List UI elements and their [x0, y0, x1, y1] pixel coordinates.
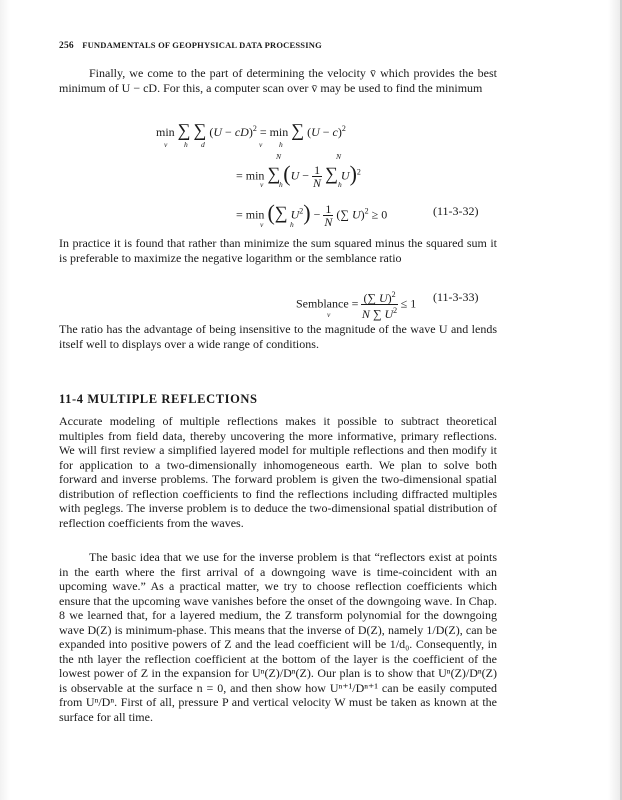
- equation-line-3: = min (∑ $U^2$) − $\frac{1}{N}$ (∑ U)$^2$ ≥ 0: [236, 200, 388, 229]
- subscript-h: h: [338, 180, 342, 189]
- paragraph-semblance-intro: In practice it is found that rather than minimize the sum squared minus the squared sum it is preferable to maximize the negative logarithm or the semblance ratio: [59, 236, 497, 265]
- running-title: FUNDAMENTALS OF GEOPHYSICAL DATA PROCESSING: [82, 40, 322, 50]
- equation-number: (11-3-32): [433, 204, 479, 218]
- paragraph-velocity-scan: Finally, we come to the part of determining the velocity v̄ which provides the best minimum of U − cD. For this, a computer scan over v̄ may be used to find the minimum: [59, 66, 497, 95]
- section-heading: 11-4 MULTIPLE REFLECTIONS: [59, 392, 258, 406]
- paragraph-inverse-problem: The basic idea that we use for the inverse problem is that “reflectors exist at points in the earth where the first arrival of a downgoing wave is time-coincident with an upcoming wave.” As a practical matter, we try to choose reflection coefficients which ensure that the upcoming wave vanishes before the onset of the downgoing wave. In Chap. 8 we learned that, for a layered medium, the Z transform polynomial for the downgoing wave D(Z) is minimum-phase. This means that the inverse of D(Z), namely 1/D(Z), can be expanded into positive powers of Z and the lead coefficient will be 1/d₀. Consequently, in the nth layer the reflection coefficient at the bottom of the layer is the coefficient of the lowest power of Z in the expansion for Uⁿ(Z)/Dⁿ(Z). Our plan is to show that Uⁿ(Z)/Dⁿ(Z) is observable at the surface n = 0, and then show how Uⁿ⁺¹/Dⁿ⁺¹ can be easily computed from Uⁿ/Dⁿ. First of all, pressure P and vertical velocity W must be taken as known at the surface for all time.: [59, 550, 497, 724]
- paragraph-multiple-reflections: Accurate modeling of multiple reflections makes it possible to subtract theoretical multiples from field data, thereby uncovering the more informative, primary reflections. We will first review a simplified layered model for multiple reflections and then modify it for application to a two-dimensionally inhomogeneous earth. We plan to solve both forward and inverse problems. The forward problem is given the two-dimensional spatial distribution of reflection coefficients to find the reflections including diffracted multiples with peglegs. The inverse problem is to deduce the two-dimensional spatial distribution of reflection coefficients from the waves.: [59, 414, 497, 530]
- subscript-d: d: [201, 140, 205, 149]
- subscript-v: v: [260, 220, 264, 229]
- subscript-v: v: [327, 310, 331, 319]
- subscript-v: v: [164, 140, 168, 149]
- equation-number: (11-3-33): [433, 290, 479, 304]
- semblance-equation: Semblance = $\frac{(\sum U)^2}{N \sum U^2}$ ≤ 1: [296, 290, 417, 321]
- subscript-h: h: [184, 140, 188, 149]
- page-number: 256: [59, 41, 74, 51]
- superscript-N: N: [336, 152, 342, 161]
- subscript-h: h: [279, 180, 283, 189]
- equation-line-1: min ∑ ∑ (U − cD)$^2$ = min ∑ $(U - c)^2$: [156, 120, 346, 140]
- running-head: [59, 40, 322, 51]
- subscript-h: h: [279, 140, 283, 149]
- subscript-v: v: [260, 180, 264, 189]
- equation-line-2: = min ∑ (U − $\frac{1}{N}$ ∑ U)$^2$: [236, 161, 361, 190]
- paragraph-ratio-advantage: The ratio has the advantage of being insensitive to the magnitude of the wave U and lends itself well to displays over a wide range of conditions.: [59, 322, 497, 351]
- superscript-N: N: [276, 152, 282, 161]
- subscript-v: v: [259, 140, 263, 149]
- subscript-h: h: [290, 220, 294, 229]
- semblance-word: Semblance: [296, 296, 349, 311]
